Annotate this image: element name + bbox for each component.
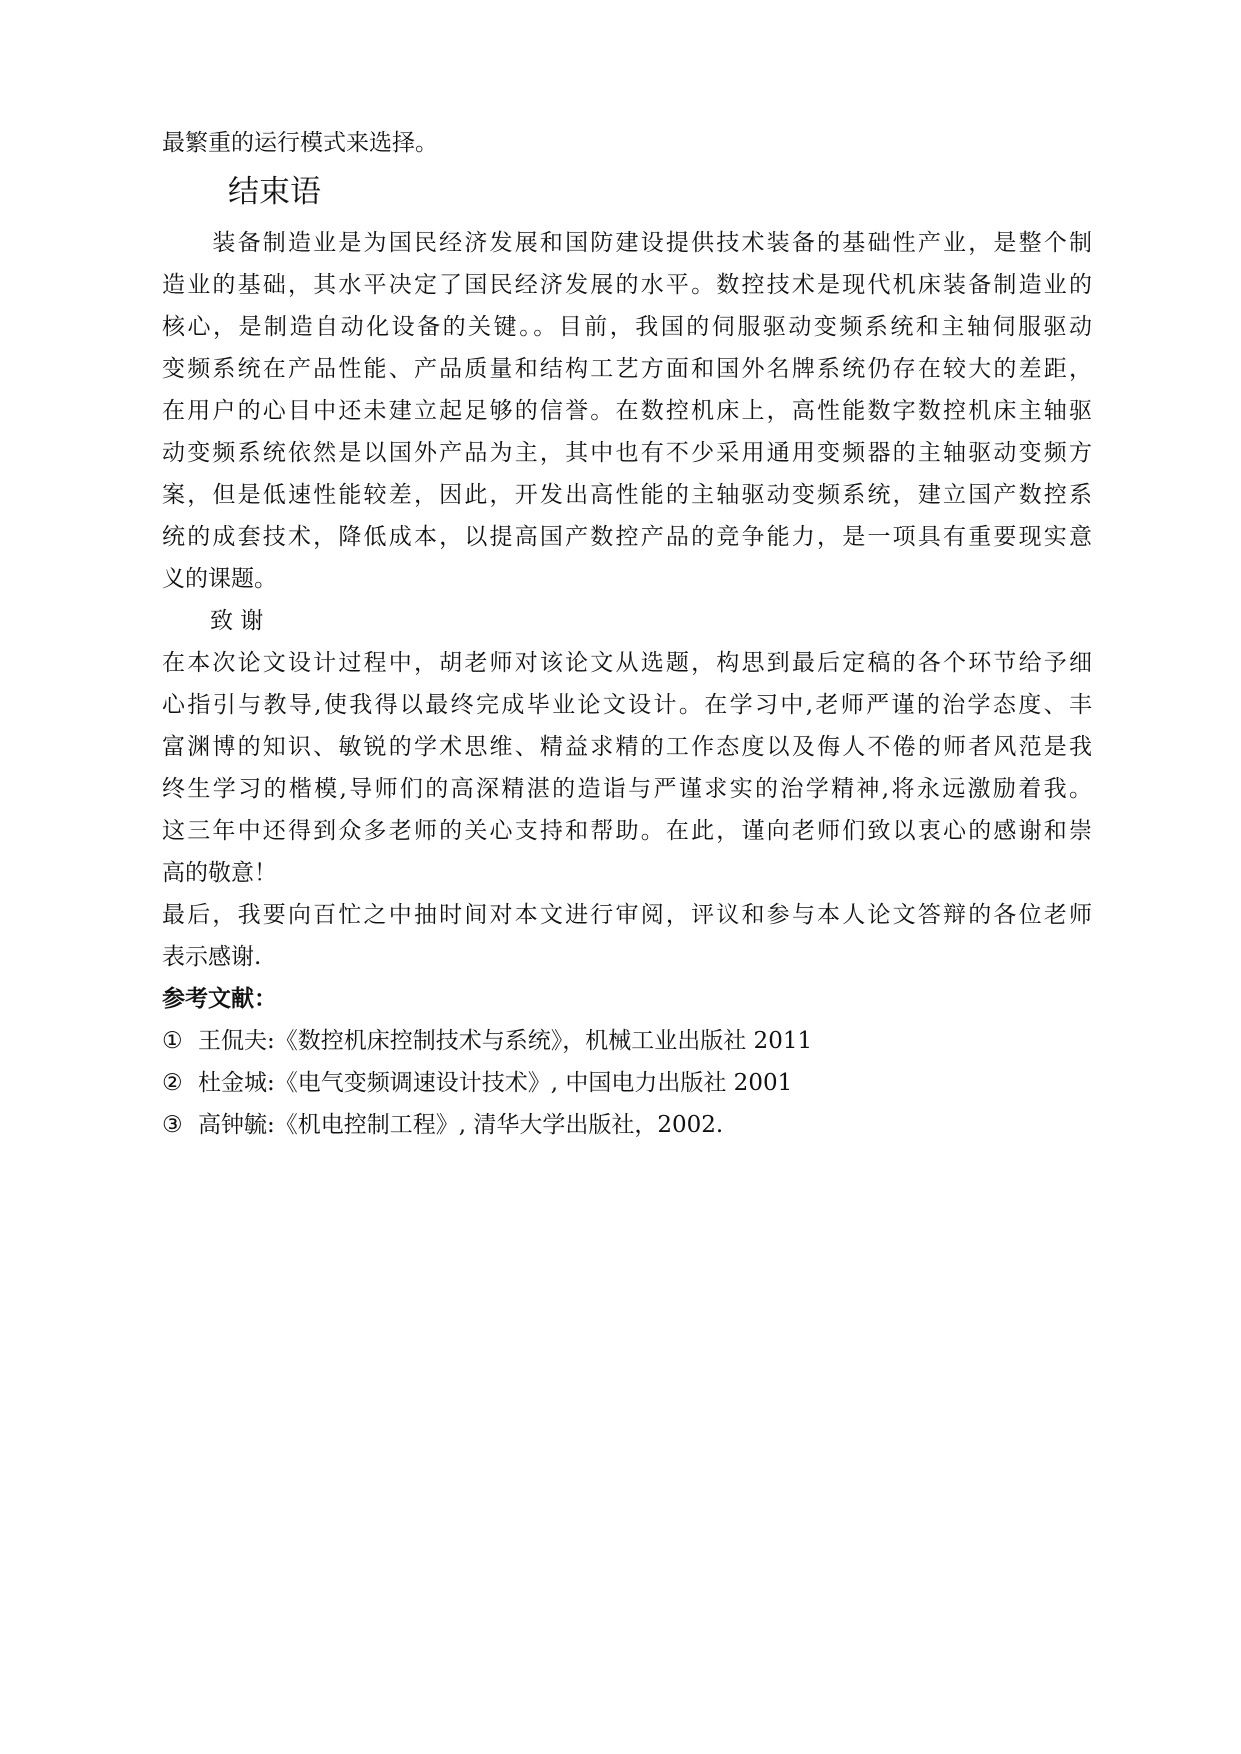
reference-text: 杜金城:《电气变频调速设计技术》, 中国电力出版社 2001 <box>198 1070 793 1096</box>
conclusion-line: 统的成套技术，降低成本，以提高国产数控产品的竞争能力，是一项具有重要现实意 <box>162 524 1092 550</box>
acknowledgement-line: 表示感谢. <box>162 944 262 970</box>
reference-text: 高钟毓:《机电控制工程》, 清华大学出版社，2002. <box>198 1112 724 1138</box>
acknowledgement-line: 富渊博的知识、敏锐的学术思维、精益求精的工作态度以及侮人不倦的师者风范是我 <box>162 734 1092 760</box>
reference-item <box>162 1026 812 1056</box>
reference-number: ② <box>162 1070 183 1096</box>
reference-text: 王侃夫:《数控机床控制技术与系统》，机械工业出版社 2011 <box>198 1028 813 1054</box>
conclusion-line: 义的课题。 <box>162 566 277 592</box>
conclusion-heading: 结束语 <box>228 174 321 210</box>
acknowledgement-line: 终生学习的楷模,导师们的高深精湛的造诣与严谨求实的治学精神,将永远激励着我。 <box>162 776 1092 802</box>
reference-number: ③ <box>162 1112 183 1138</box>
references-title: 参考文献： <box>162 986 277 1012</box>
conclusion-line: 装备制造业是为国民经济发展和国防建设提供技术装备的基础性产业，是整个制 <box>162 230 1092 256</box>
acknowledgement-line: 最后，我要向百忙之中抽时间对本文进行审阅，评议和参与本人论文答辩的各位老师 <box>162 902 1092 928</box>
conclusion-line: 在用户的心目中还未建立起足够的信誉。在数控机床上，高性能数字数控机床主轴驱 <box>162 398 1092 424</box>
acknowledgement-line: 在本次论文设计过程中，胡老师对该论文从选题，构思到最后定稿的各个环节给予细 <box>162 650 1092 676</box>
conclusion-line: 动变频系统依然是以国外产品为主，其中也有不少采用通用变频器的主轴驱动变频方 <box>162 440 1092 466</box>
conclusion-line: 核心，是制造自动化设备的关键。。目前，我国的伺服驱动变频系统和主轴伺服驱动 <box>162 314 1092 340</box>
acknowledgement-title: 致 谢 <box>210 608 264 634</box>
reference-item <box>162 1110 723 1140</box>
acknowledgement-line: 高的敬意！ <box>162 860 277 886</box>
acknowledgement-line: 心指引与教导,使我得以最终完成毕业论文设计。在学习中,老师严谨的治学态度、丰 <box>162 692 1092 718</box>
intro-line: 最繁重的运行模式来选择。 <box>162 130 438 156</box>
conclusion-line: 造业的基础，其水平决定了国民经济发展的水平。数控技术是现代机床装备制造业的 <box>162 272 1092 298</box>
acknowledgement-line: 这三年中还得到众多老师的关心支持和帮助。在此，谨向老师们致以衷心的感谢和崇 <box>162 818 1092 844</box>
conclusion-line: 案，但是低速性能较差，因此，开发出高性能的主轴驱动变频系统，建立国产数控系 <box>162 482 1092 508</box>
reference-item <box>162 1068 792 1098</box>
conclusion-line: 变频系统在产品性能、产品质量和结构工艺方面和国外名牌系统仍存在较大的差距， <box>162 356 1092 382</box>
reference-number: ① <box>162 1028 183 1054</box>
